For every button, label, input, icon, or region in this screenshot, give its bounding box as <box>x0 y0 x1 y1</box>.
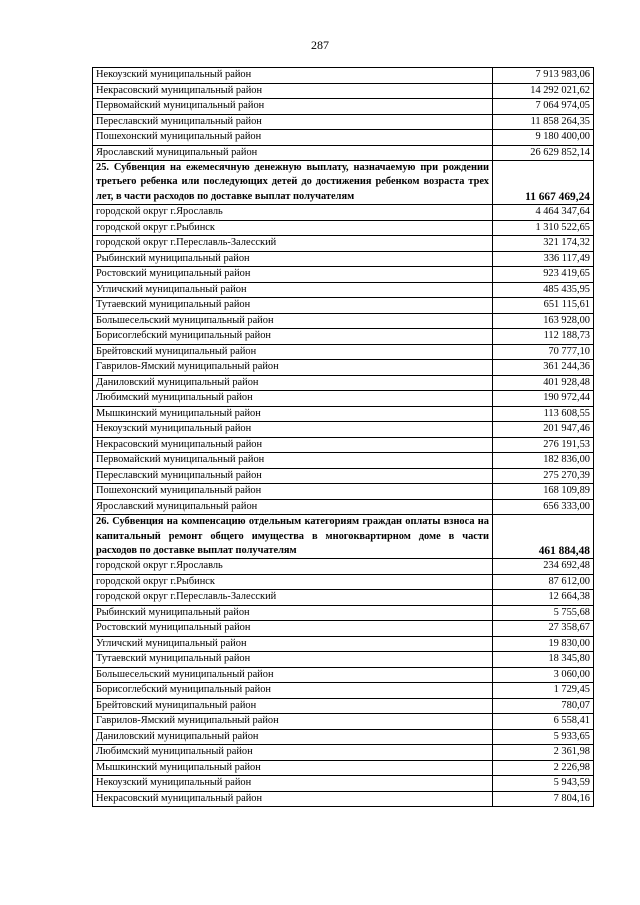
amount-value: 276 191,53 <box>493 437 594 453</box>
table-row <box>93 745 594 761</box>
amount-value: 113 608,55 <box>493 406 594 422</box>
amount-value: 7 064 974,05 <box>493 99 594 115</box>
amount-value: 923 419,65 <box>493 267 594 283</box>
amount-value: 87 612,00 <box>493 574 594 590</box>
amount-value: 651 115,61 <box>493 298 594 314</box>
district-name: городской округ г.Переславль-Залесский <box>93 590 493 606</box>
amount-value: 401 928,48 <box>493 375 594 391</box>
district-name: Рыбинский муниципальный район <box>93 251 493 267</box>
district-name: Брейтовский муниципальный район <box>93 698 493 714</box>
district-name: Переславский муниципальный район <box>93 468 493 484</box>
amount-value: 19 830,00 <box>493 636 594 652</box>
section-title: 26. Субвенция на компенсацию отдельным категориям граждан оплаты взноса на капитальный ремонт общего имущества в многоквартирном доме в части расходов по доставке выплат получателям <box>93 515 493 559</box>
district-name: Мышкинский муниципальный район <box>93 760 493 776</box>
table-row <box>93 667 594 683</box>
amount-value: 5 755,68 <box>493 605 594 621</box>
page-number: 287 <box>311 38 329 52</box>
district-name: Мышкинский муниципальный район <box>93 406 493 422</box>
amount-value: 9 180 400,00 <box>493 130 594 146</box>
amount-value: 361 244,36 <box>493 360 594 376</box>
district-name: Любимский муниципальный район <box>93 391 493 407</box>
amount-value: 11 858 264,35 <box>493 114 594 130</box>
section-title: 25. Субвенция на ежемесячную денежную выплату, назначаемую при рождении третьего ребенка или последующих детей до достижения ребенком возраста трех лет, в части расходов по доставке выплат получателям <box>93 161 493 205</box>
district-name: Борисоглебский муниципальный район <box>93 683 493 699</box>
table-row <box>93 714 594 730</box>
amount-value: 163 928,00 <box>493 313 594 329</box>
table-row <box>93 83 594 99</box>
district-name: Большесельский муниципальный район <box>93 667 493 683</box>
district-name: Некоузский муниципальный район <box>93 422 493 438</box>
district-name: Некрасовский муниципальный район <box>93 83 493 99</box>
district-name: Ярославский муниципальный район <box>93 499 493 515</box>
district-name: городской округ г.Рыбинск <box>93 220 493 236</box>
district-name: Пошехонский муниципальный район <box>93 484 493 500</box>
amount-value: 6 558,41 <box>493 714 594 730</box>
amount-value: 182 836,00 <box>493 453 594 469</box>
amount-value: 234 692,48 <box>493 559 594 575</box>
amount-value: 18 345,80 <box>493 652 594 668</box>
table-row <box>93 68 594 84</box>
district-name: Переславский муниципальный район <box>93 114 493 130</box>
section-header-row <box>93 161 594 205</box>
district-name: Некоузский муниципальный район <box>93 776 493 792</box>
table-row <box>93 636 594 652</box>
table-row <box>93 282 594 298</box>
amount-value: 2 226,98 <box>493 760 594 776</box>
district-name: Гаврилов-Ямский муниципальный район <box>93 360 493 376</box>
amount-value: 336 117,49 <box>493 251 594 267</box>
table-row <box>93 99 594 115</box>
amount-value: 14 292 021,62 <box>493 83 594 99</box>
amount-value: 26 629 852,14 <box>493 145 594 161</box>
district-name: Ростовский муниципальный район <box>93 621 493 637</box>
table-row <box>93 329 594 345</box>
amount-value: 201 947,46 <box>493 422 594 438</box>
table-row <box>93 776 594 792</box>
district-name: Борисоглебский муниципальный район <box>93 329 493 345</box>
district-name: городской округ г.Ярославль <box>93 559 493 575</box>
table-row <box>93 698 594 714</box>
amount-value: 3 060,00 <box>493 667 594 683</box>
section-total: 461 884,48 <box>493 515 594 559</box>
budget-table <box>92 67 594 807</box>
table-row <box>93 298 594 314</box>
amount-value: 12 664,38 <box>493 590 594 606</box>
table-row <box>93 313 594 329</box>
table-row <box>93 484 594 500</box>
amount-value: 2 361,98 <box>493 745 594 761</box>
amount-value: 780,07 <box>493 698 594 714</box>
table-row <box>93 422 594 438</box>
district-name: Тутаевский муниципальный район <box>93 652 493 668</box>
district-name: Первомайский муниципальный район <box>93 99 493 115</box>
district-name: Первомайский муниципальный район <box>93 453 493 469</box>
table-row <box>93 729 594 745</box>
district-name: Угличский муниципальный район <box>93 636 493 652</box>
district-name: городской округ г.Ярославль <box>93 205 493 221</box>
table-row <box>93 145 594 161</box>
district-name: Даниловский муниципальный район <box>93 729 493 745</box>
district-name: Некоузский муниципальный район <box>93 68 493 84</box>
district-name: Ростовский муниципальный район <box>93 267 493 283</box>
table-row <box>93 391 594 407</box>
amount-value: 5 933,65 <box>493 729 594 745</box>
table-row <box>93 130 594 146</box>
table-row <box>93 453 594 469</box>
table-row <box>93 251 594 267</box>
table-row <box>93 605 594 621</box>
table-row <box>93 375 594 391</box>
section-total: 11 667 469,24 <box>493 161 594 205</box>
table-row <box>93 760 594 776</box>
district-name: Рыбинский муниципальный район <box>93 605 493 621</box>
district-name: Любимский муниципальный район <box>93 745 493 761</box>
district-name: Пошехонский муниципальный район <box>93 130 493 146</box>
table-row <box>93 621 594 637</box>
amount-value: 321 174,32 <box>493 236 594 252</box>
table-row <box>93 468 594 484</box>
amount-value: 190 972,44 <box>493 391 594 407</box>
district-name: Большесельский муниципальный район <box>93 313 493 329</box>
amount-value: 70 777,10 <box>493 344 594 360</box>
table-row <box>93 205 594 221</box>
budget-table-body <box>93 68 594 807</box>
amount-value: 485 435,95 <box>493 282 594 298</box>
amount-value: 168 109,89 <box>493 484 594 500</box>
amount-value: 1 729,45 <box>493 683 594 699</box>
table-row <box>93 574 594 590</box>
table-row <box>93 437 594 453</box>
district-name: городской округ г.Рыбинск <box>93 574 493 590</box>
table-row <box>93 220 594 236</box>
table-row <box>93 236 594 252</box>
amount-value: 275 270,39 <box>493 468 594 484</box>
table-row <box>93 652 594 668</box>
table-row <box>93 559 594 575</box>
table-row <box>93 590 594 606</box>
district-name: городской округ г.Переславль-Залесский <box>93 236 493 252</box>
table-row <box>93 267 594 283</box>
amount-value: 27 358,67 <box>493 621 594 637</box>
table-row <box>93 683 594 699</box>
district-name: Даниловский муниципальный район <box>93 375 493 391</box>
table-row <box>93 499 594 515</box>
amount-value: 7 913 983,06 <box>493 68 594 84</box>
district-name: Тутаевский муниципальный район <box>93 298 493 314</box>
district-name: Ярославский муниципальный район <box>93 145 493 161</box>
district-name: Гаврилов-Ямский муниципальный район <box>93 714 493 730</box>
amount-value: 656 333,00 <box>493 499 594 515</box>
amount-value: 1 310 522,65 <box>493 220 594 236</box>
amount-value: 112 188,73 <box>493 329 594 345</box>
table-row <box>93 360 594 376</box>
section-header-row <box>93 515 594 559</box>
district-name: Брейтовский муниципальный район <box>93 344 493 360</box>
table-row <box>93 344 594 360</box>
district-name: Некрасовский муниципальный район <box>93 437 493 453</box>
amount-value: 7 804,16 <box>493 791 594 807</box>
table-row <box>93 114 594 130</box>
district-name: Угличский муниципальный район <box>93 282 493 298</box>
table-row <box>93 791 594 807</box>
table-row <box>93 406 594 422</box>
amount-value: 5 943,59 <box>493 776 594 792</box>
amount-value: 4 464 347,64 <box>493 205 594 221</box>
district-name: Некрасовский муниципальный район <box>93 791 493 807</box>
